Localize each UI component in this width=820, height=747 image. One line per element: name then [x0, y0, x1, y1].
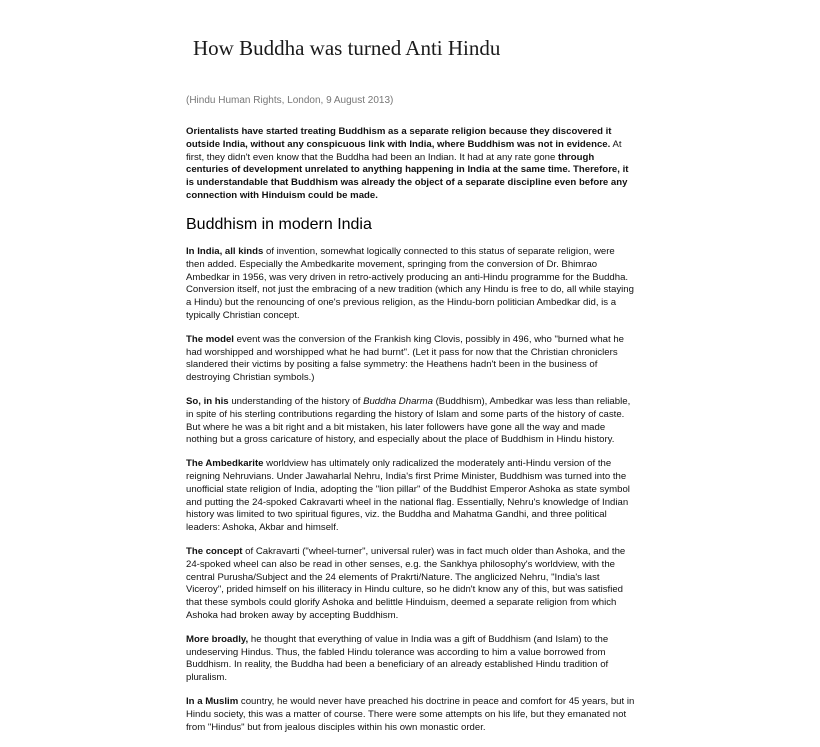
body-paragraph: [186, 546, 636, 623]
paragraph-text: (Buddhism), Ambedkar was less than reliable, in spite of his sterling contributions regarding the history of Islam and some parts of the history of caste. But where he was a bit right and a bit mistaken, his later followers have gone all the way and made nothing but a gross caricature of history, and especially about the place of Buddhism in Hindu history.: [186, 395, 631, 446]
body-paragraph: [186, 246, 636, 323]
intro-text: At first, they didn't even know that the Buddha had been an Indian. It had at any rate gone: [186, 138, 622, 163]
paragraph-lead: In a Muslim: [186, 695, 239, 707]
page-title: How Buddha was turned Anti Hindu: [193, 36, 501, 60]
section-heading: Buddhism in modern India: [186, 216, 372, 233]
body-paragraph: [186, 696, 636, 734]
paragraph-text: of Cakravarti ("wheel-turner", universal ruler) was in fact much older than Ashoka, and the 24-spoked wheel can also be read in other senses, e.g. the Sankhya philosophy's worldview, with the central Purusha/Subject and the 24 elements of Prakrti/Nature. The anglicized Nehru, "India's last Viceroy", prided himself on his illiteracy in Hindu culture, so he didn't know any of this, but was satisfied that these symbols could glorify Ashoka and belittle Hinduism, deemed a separate religion from which Ashoka had broken away by accepting Buddhism.: [186, 545, 626, 621]
body-paragraph: [186, 634, 636, 685]
italic-term: Buddha Dharma: [363, 395, 433, 407]
intro-bold-text: Orientalists have started treating Buddhism as a separate religion because they discovered it outside India, without any conspicuous link with India, where Buddhism was not in evidence.: [186, 126, 612, 150]
paragraph-lead: The concept: [186, 545, 243, 557]
paragraph-text: understanding of the history of: [228, 395, 364, 407]
intro-text-2: Therefore, it is understandable that Buddhism was already the object of a separate discipline: [186, 164, 629, 189]
article-body: [186, 246, 636, 745]
paragraph-text: he thought that everything of value in India was a gift of Buddhism (and Islam) to the undeserving Hindus. Thus, the fabled Hindu tolerance was according to him a value borrowed from Buddhism. In reality, the Buddha had been a beneficiary of an already established Hindu tradition of pluralism.: [186, 633, 609, 684]
paragraph-text: of invention, somewhat logically connected to this status of separate religion, were then added. Especially the Ambedkarite movement, springing from the conversion of Dr. Bhimrao Ambedkar in 1956, was very driven in retro-actively producing an anti-Hindu programme for the Buddha. Conversion itself, not just the embracing of a new tradition (which any Hindu is free to do, all while staying a Hindu) but the renouncing of one's previous religion, as the Hindu-born politician Ambedkar did, is a typically Christian concept.: [186, 246, 634, 321]
paragraph-text: worldview has ultimately only radicalized the moderately anti-Hindu version of the reigning Nehruvians. Under Jawaharlal Nehru, India's first Prime Minister, Buddhism was turned into the unofficial state religion of India, adopting the "lion pillar" of the Buddhist Emperor Ashoka as state symbol and putting the 24-spoked Cakravarti wheel in the national flag. Essentially, Nehru's knowledge of Indian history was limited to two spiritual figures, viz. the Buddha and Mahatma Gandhi, and three political leaders: Ashoka, Akbar and himself.: [186, 458, 630, 534]
body-paragraph: [186, 396, 636, 447]
dateline: (Hindu Human Rights, London, 9 August 2013): [186, 95, 394, 106]
paragraph-lead: More broadly,: [186, 633, 249, 645]
body-paragraph: [186, 334, 636, 385]
paragraph-lead: In India, all kinds: [186, 246, 264, 257]
paragraph-text: country, he would never have preached his doctrine in peace and comfort for 45 years, but in Hindu society, this was a matter of course. There were some attempts on his life, but they emanated not from "Hindus" but from jealous disciples within his own monastic order.: [186, 695, 635, 733]
paragraph-lead: So, in his: [186, 395, 229, 407]
intro-bold-text-2: through centuries of development unrelated to anything happening in India at the same time.: [186, 151, 595, 176]
paragraph-lead: The Ambedkarite: [186, 458, 264, 470]
body-paragraph: [186, 458, 636, 535]
intro-paragraph: [186, 126, 634, 203]
intro-bold-text-3: even before any connection with Hinduism could be made.: [186, 177, 628, 201]
paragraph-text: event was the conversion of the Frankish king Clovis, possibly in 496, who "burned what he had worshipped and worshipped what he had burnt". (Let it pass for now that the Christian chroniclers slandered their victims by positing a false symmetry: the Heathens hadn't been in the business of destroying Christian symbols.): [186, 333, 625, 384]
paragraph-lead: The model: [186, 333, 234, 345]
